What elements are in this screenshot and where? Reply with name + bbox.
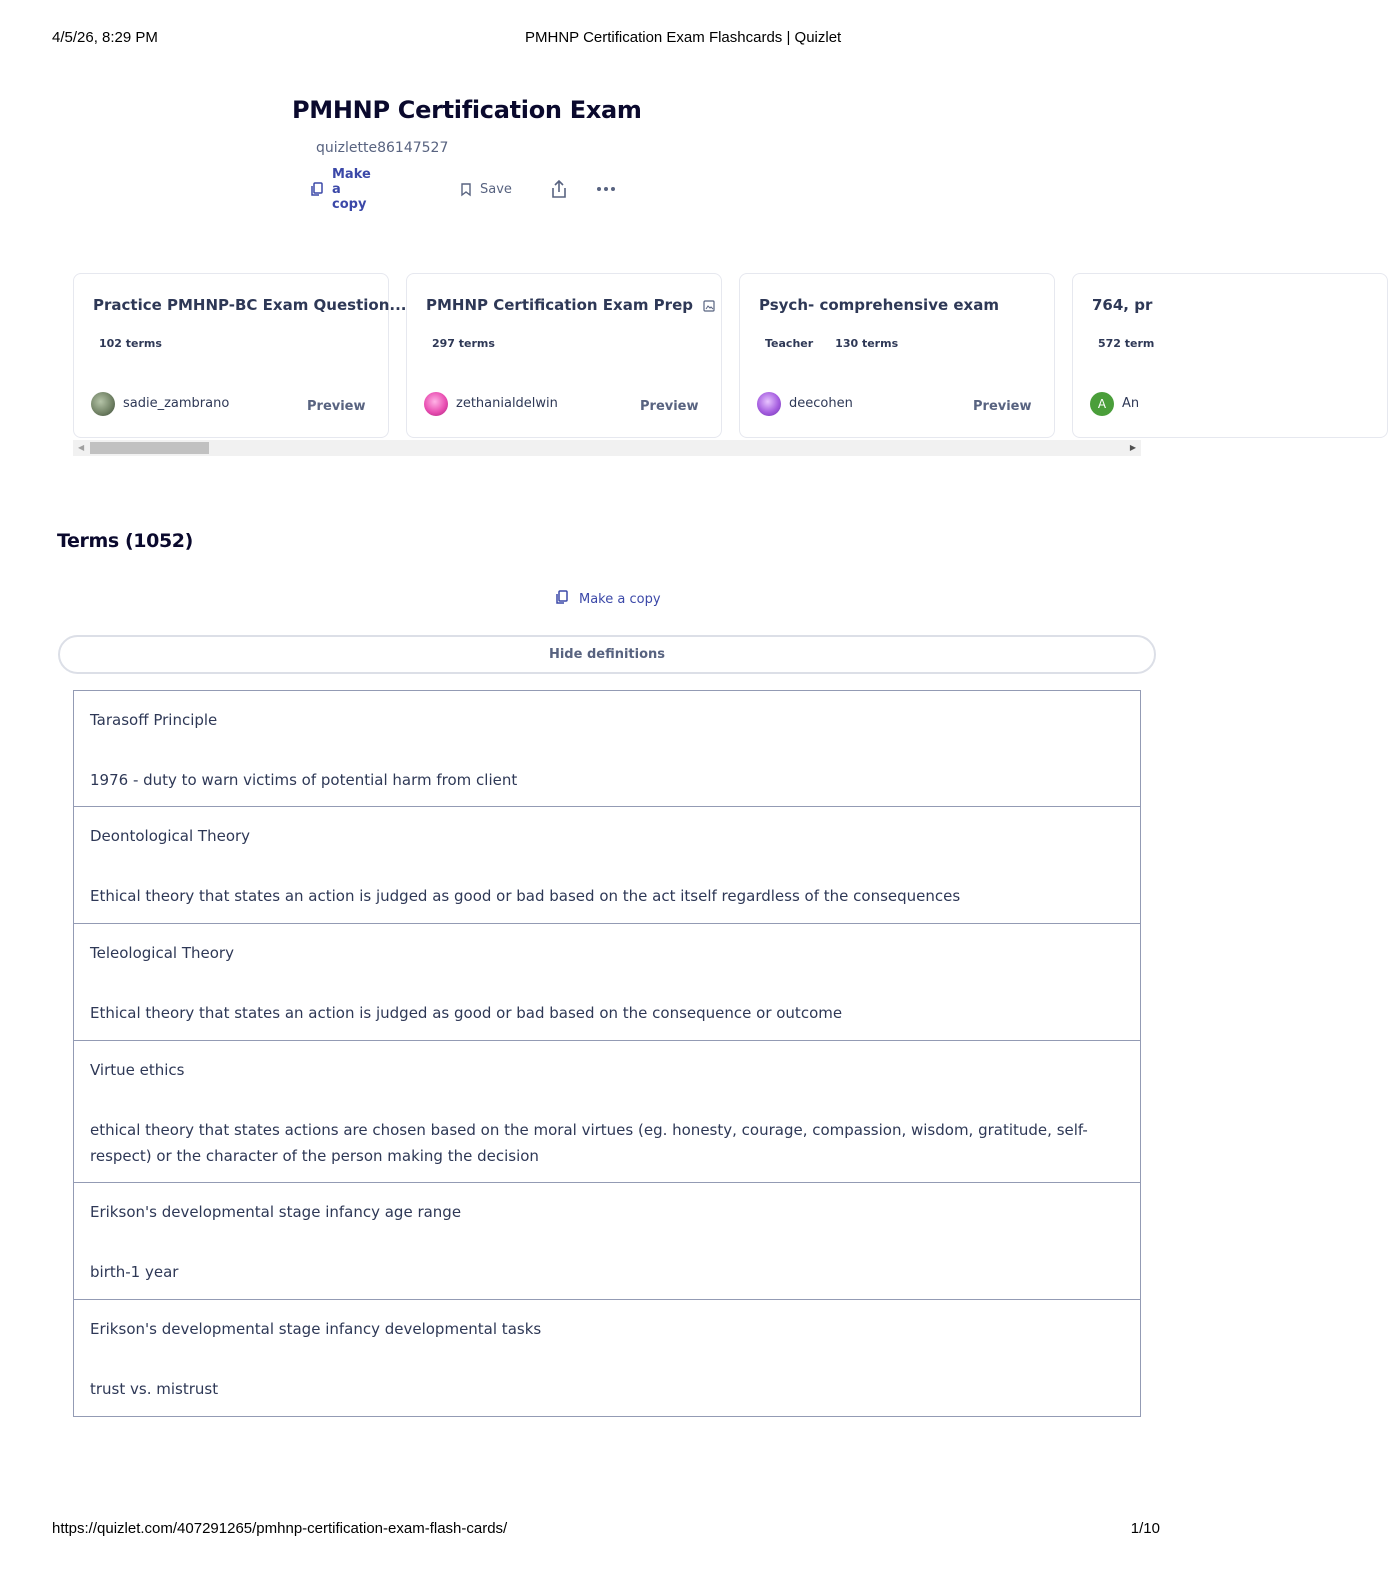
related-set-username[interactable]: An	[1122, 396, 1140, 411]
scroll-right-icon[interactable]: ▶	[1129, 443, 1136, 452]
print-datetime: 4/5/26, 8:29 PM	[52, 29, 158, 46]
definition-text: 1976 - duty to warn victims of potential harm from client	[90, 771, 518, 789]
related-set-username[interactable]: zethanialdelwin	[456, 396, 558, 411]
term-count: 102 terms	[99, 337, 162, 350]
preview-button[interactable]: Preview	[307, 399, 366, 414]
avatar	[91, 392, 115, 416]
scrollbar-thumb[interactable]	[90, 442, 209, 454]
bookmark-icon	[460, 183, 472, 196]
avatar-letter: A	[1097, 397, 1107, 411]
make-a-copy-label: Make a copy	[579, 592, 661, 607]
related-set-title: Practice PMHNP-BC Exam Question...	[93, 296, 407, 314]
teacher-badge: Teacher	[765, 337, 814, 350]
author-link[interactable]: quizlette86147527	[316, 140, 449, 156]
terms-heading: Terms (1052)	[57, 530, 193, 552]
avatar	[1090, 392, 1114, 416]
make-a-copy-button[interactable]	[310, 166, 371, 212]
definition-text: trust vs. mistrust	[90, 1380, 219, 1398]
term-row	[73, 1183, 1141, 1300]
copy-icon	[310, 182, 324, 197]
definition-text: ethical theory that states actions are chosen based on the moral virtues (eg. honesty, courage, compassion, wisdom, gratitude, self-respect) or the character of the person making the decision	[90, 1121, 1088, 1165]
image-icon	[703, 298, 715, 316]
carousel-scrollbar[interactable]	[73, 440, 1141, 456]
more-options-icon	[596, 186, 616, 192]
terms-list	[73, 690, 1141, 1417]
scroll-left-icon[interactable]: ◀	[78, 443, 85, 452]
share-icon	[550, 179, 568, 199]
definition-text: birth-1 year	[90, 1263, 179, 1281]
term-text: Teleological Theory	[90, 944, 234, 962]
related-set-title: Psych- comprehensive exam	[759, 296, 999, 314]
related-set-meta	[432, 337, 495, 350]
related-set-username[interactable]: sadie_zambrano	[123, 396, 230, 411]
more-options-button[interactable]	[596, 176, 616, 202]
term-text: Erikson's developmental stage infancy age range	[90, 1203, 462, 1221]
preview-button[interactable]: Preview	[640, 399, 699, 414]
term-text: Deontological Theory	[90, 827, 251, 845]
related-set-meta	[99, 337, 162, 350]
related-set-title: PMHNP Certification Exam Prep	[426, 296, 693, 314]
related-set-card[interactable]	[406, 273, 722, 438]
term-text: Virtue ethics	[90, 1061, 185, 1079]
term-count: 297 terms	[432, 337, 495, 350]
hide-definitions-button[interactable]: Hide definitions	[58, 635, 1156, 674]
term-text: Erikson's developmental stage infancy developmental tasks	[90, 1320, 542, 1338]
print-url: https://quizlet.com/407291265/pmhnp-certification-exam-flash-cards/	[52, 1520, 508, 1537]
print-header	[52, 29, 1160, 49]
term-count: 572 term	[1098, 337, 1155, 350]
definition-text: Ethical theory that states an action is judged as good or bad based on the act itself regardless of the consequences	[90, 887, 961, 905]
avatar	[424, 392, 448, 416]
term-row	[73, 1300, 1141, 1417]
related-sets-carousel	[73, 273, 1155, 439]
term-count: 130 terms	[835, 337, 899, 350]
term-row	[73, 807, 1141, 924]
related-set-username[interactable]: deecohen	[789, 396, 853, 411]
related-set-title: 764, pr	[1092, 296, 1153, 314]
copy-icon	[555, 590, 569, 609]
related-set-meta	[1098, 337, 1154, 350]
term-row	[73, 924, 1141, 1041]
definition-text: Ethical theory that states an action is judged as good or bad based on the consequence or outcome	[90, 1004, 843, 1022]
avatar	[757, 392, 781, 416]
related-set-card[interactable]	[73, 273, 407, 438]
term-row	[73, 1041, 1141, 1183]
print-page-number: 1/10	[1130, 1520, 1160, 1537]
related-set-card[interactable]	[1072, 273, 1388, 438]
related-set-meta	[765, 337, 898, 350]
set-title: PMHNP Certification Exam	[292, 96, 642, 124]
print-footer	[52, 1520, 1160, 1540]
make-a-copy-label: Make a copy	[332, 166, 371, 212]
make-a-copy-button-terms[interactable]	[555, 590, 661, 609]
preview-button[interactable]: Preview	[973, 399, 1032, 414]
share-button[interactable]	[550, 176, 568, 202]
save-label: Save	[480, 181, 512, 197]
related-set-title-wrap	[426, 296, 715, 316]
print-page-title: PMHNP Certification Exam Flashcards | Quizlet	[525, 29, 842, 46]
term-text: Tarasoff Principle	[90, 711, 218, 729]
related-set-card[interactable]	[739, 273, 1055, 438]
term-row	[73, 690, 1141, 807]
save-button[interactable]	[460, 176, 512, 202]
